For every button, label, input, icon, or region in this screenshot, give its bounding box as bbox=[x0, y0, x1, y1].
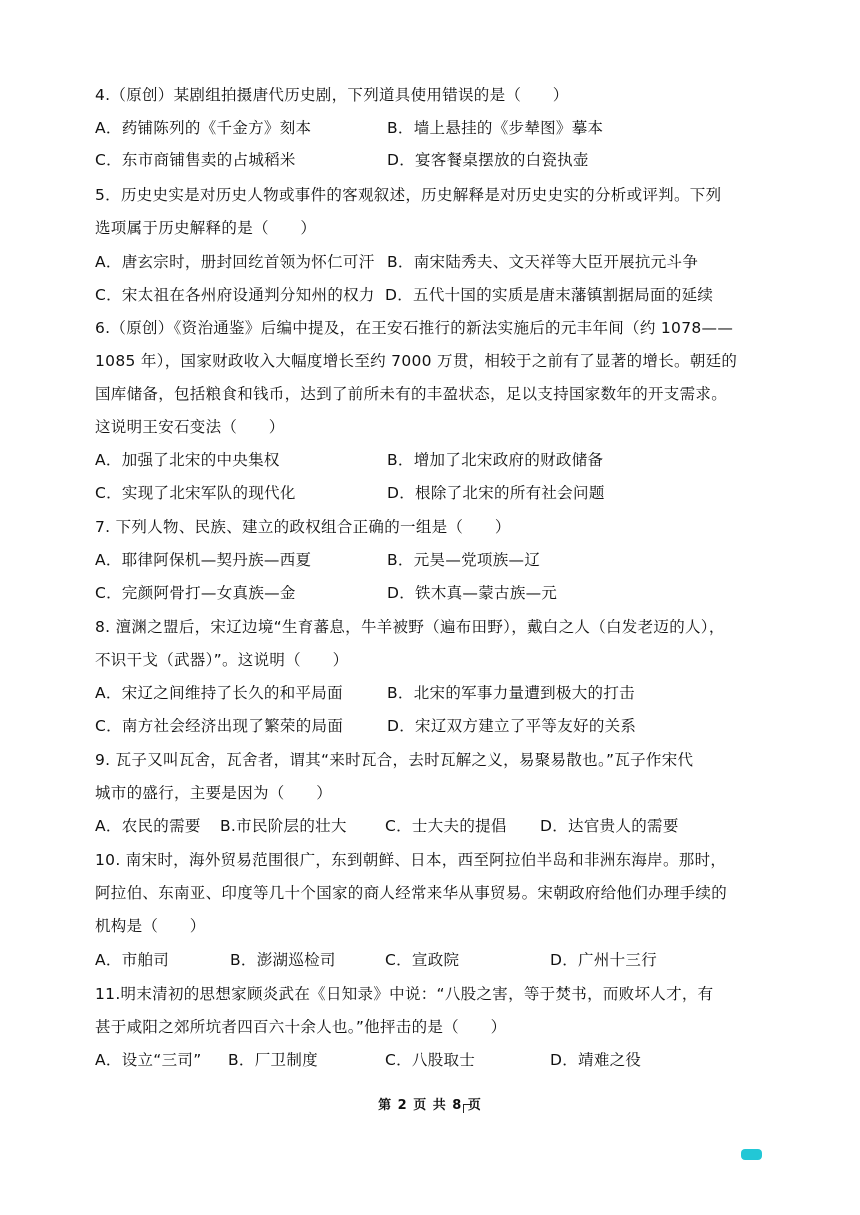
page-number: 第 2 页 共 8 页 bbox=[378, 1098, 482, 1113]
q7-option-d: D．铁木真—蒙古族—元 bbox=[387, 584, 558, 602]
q7-option-a: A．耶律阿保机—契丹族—西夏 bbox=[95, 551, 312, 569]
q11-option-a: A．设立“三司” bbox=[95, 1051, 202, 1069]
q4-stem: 4.（原创）某剧组拍摄唐代历史剧，下列道具使用错误的是（ ） bbox=[95, 86, 569, 104]
q6-stem-line-4: 这说明王安石变法（ ） bbox=[95, 418, 285, 436]
q10-option-d: D．广州十三行 bbox=[550, 951, 658, 969]
q6-option-d: D．根除了北宋的所有社会问题 bbox=[387, 484, 605, 502]
q8-option-b: B．北宋的军事力量遭到极大的打击 bbox=[387, 684, 635, 702]
q11-option-d: D．靖难之役 bbox=[550, 1051, 642, 1069]
q5-option-b: B．南宋陆秀夫、文天祥等大臣开展抗元斗争 bbox=[387, 253, 699, 271]
q8-option-d: D．宋辽双方建立了平等友好的关系 bbox=[387, 717, 637, 735]
q10-stem-line-3: 机构是（ ） bbox=[95, 917, 206, 935]
q4-option-a: A．药铺陈列的《千金方》刻本 bbox=[95, 119, 312, 137]
q5-option-a: A．唐玄宗时，册封回纥首领为怀仁可汗 bbox=[95, 253, 375, 271]
q6-option-a: A．加强了北宋的中央集权 bbox=[95, 451, 280, 469]
q7-option-b: B．元昊—党项族—辽 bbox=[387, 551, 541, 569]
q5-option-c: C．宋太祖在各州府设通判分知州的权力 bbox=[95, 286, 375, 304]
q8-stem-line-2: 不识干戈（武器）”。这说明（ ） bbox=[95, 651, 349, 669]
q9-option-d: D．达官贵人的需要 bbox=[540, 817, 679, 835]
q9-option-b: B.市民阶层的壮大 bbox=[220, 817, 347, 835]
q9-option-a: A．农民的需要 bbox=[95, 817, 201, 835]
q6-stem-line-2: 1085 年），国家财政收入大幅度增长至约 7000 万贯，相较于之前有了显著的增长。朝廷的 bbox=[95, 352, 738, 370]
q5-stem-line-2: 选项属于历史解释的是（ ） bbox=[95, 219, 317, 237]
q4-option-c: C．东市商铺售卖的占城稻米 bbox=[95, 151, 296, 169]
q4-option-d: D．宴客餐桌摆放的白瓷执壶 bbox=[387, 151, 589, 169]
q5-stem-line-1: 5．历史史实是对历史人物或事件的客观叙述，历史解释是对历史史实的分析或评判。下列 bbox=[95, 186, 722, 204]
highlight-marker bbox=[741, 1149, 762, 1160]
q11-option-b: B．厂卫制度 bbox=[228, 1051, 318, 1069]
q11-option-c: C．八股取士 bbox=[385, 1051, 476, 1069]
q9-option-c: C．士大夫的提倡 bbox=[385, 817, 507, 835]
q7-stem: 7. 下列人物、民族、建立的政权组合正确的一组是（ ） bbox=[95, 518, 511, 536]
q9-stem-line-1: 9. 瓦子又叫瓦舍，瓦舍者，谓其“来时瓦合，去时瓦解之义，易聚易散也。”瓦子作宋代 bbox=[95, 751, 694, 769]
q6-option-c: C．实现了北宋军队的现代化 bbox=[95, 484, 296, 502]
q10-option-a: A．市舶司 bbox=[95, 951, 170, 969]
q11-stem-line-2: 甚于咸阳之郊所坑者四百六十余人也。”他抨击的是（ ） bbox=[95, 1018, 507, 1036]
q5-option-d: D．五代十国的实质是唐末藩镇割据局面的延续 bbox=[385, 286, 714, 304]
q6-option-b: B．增加了北宋政府的财政储备 bbox=[387, 451, 604, 469]
scan-corner-mark bbox=[463, 1104, 472, 1113]
q6-stem-line-3: 国库储备，包括粮食和钱币，达到了前所未有的丰盈状态，足以支持国家数年的开支需求。 bbox=[95, 385, 728, 403]
q7-option-c: C．完颜阿骨打—女真族—金 bbox=[95, 584, 296, 602]
q8-option-c: C．南方社会经济出现了繁荣的局面 bbox=[95, 717, 344, 735]
q4-option-b: B．墙上悬挂的《步辇图》摹本 bbox=[387, 119, 604, 137]
q9-stem-line-2: 城市的盛行，主要是因为（ ） bbox=[95, 784, 333, 802]
q10-option-c: C．宣政院 bbox=[385, 951, 460, 969]
q8-stem-line-1: 8. 澶渊之盟后，宋辽边境“生育蕃息，牛羊被野（遍布田野），戴白之人（白发老迈的人）， bbox=[95, 618, 725, 636]
q6-stem-line-1: 6.（原创）《资治通鉴》后编中提及，在王安石推行的新法实施后的元丰年间（约 1078—— bbox=[95, 319, 734, 337]
q8-option-a: A．宋辽之间维持了长久的和平局面 bbox=[95, 684, 343, 702]
q10-option-b: B．澎湖巡检司 bbox=[230, 951, 336, 969]
q10-stem-line-2: 阿拉伯、东南亚、印度等几十个国家的商人经常来华从事贸易。宋朝政府给他们办理手续的 bbox=[95, 884, 728, 902]
q10-stem-line-1: 10. 南宋时，海外贸易范围很广，东到朝鲜、日本，西至阿拉伯半岛和非洲东海岸。那时， bbox=[95, 851, 727, 869]
q11-stem-line-1: 11.明末清初的思想家顾炎武在《日知录》中说：“八股之害，等于焚书，而败坏人才，有 bbox=[95, 985, 714, 1003]
